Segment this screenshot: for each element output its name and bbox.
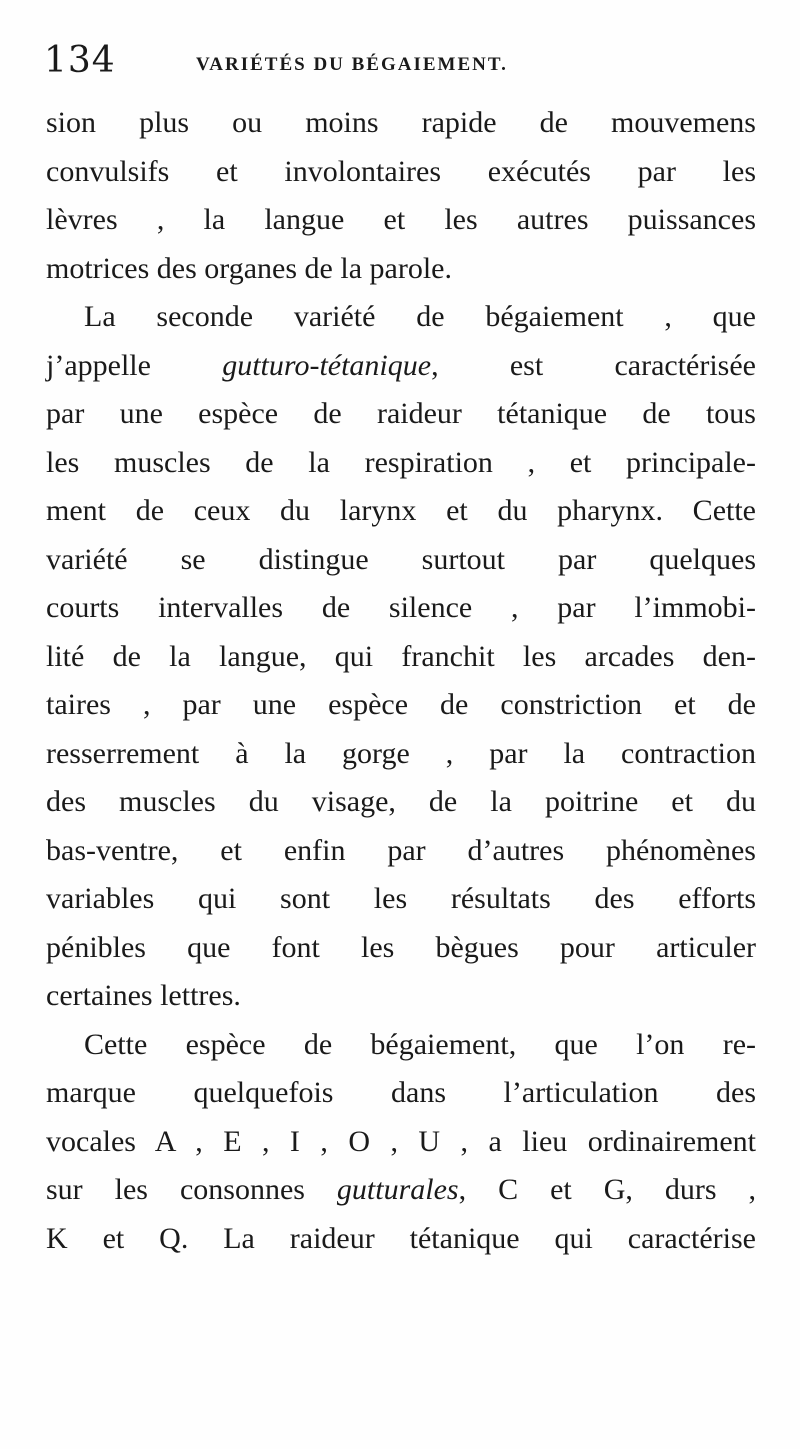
text-line: sion plus ou moins rapide de mouvemens [46, 106, 756, 139]
text-line: lèvres , la langue et les autres puissances [46, 203, 756, 236]
text-line: taires , par une espèce de constriction et de [46, 688, 756, 721]
text-line: convulsifs et involontaires exécutés par les [46, 154, 756, 188]
text-line: vocales A , E , I , O , U , a lieu ordinairement [46, 1124, 756, 1158]
text-line [46, 342, 756, 391]
text-line: K et Q. La raideur tétanique qui caractérise [46, 1221, 756, 1255]
italic-term: gutturales [336, 1173, 459, 1206]
text-line: des muscles du visage, de la poitrine et du [46, 785, 756, 818]
text-line: lité de la langue, qui franchit les arcades den- [46, 639, 756, 673]
text-run: sur les consonnes [46, 1173, 337, 1206]
text-line: certaines lettres. [46, 979, 241, 1012]
text-run: , C et G, durs , [458, 1173, 756, 1206]
italic-term: gutturo-tétanique [222, 348, 432, 382]
text-line: les muscles de la respiration , et principale- [46, 445, 756, 479]
text-line: par une espèce de raideur tétanique de tous [46, 397, 756, 430]
text-run: , est caractérisée [431, 348, 756, 382]
text-line [46, 1166, 756, 1215]
text-line: ment de ceux du larynx et du pharynx. Cette [46, 494, 756, 527]
text-line: resserrement à la gorge , par la contraction [46, 736, 756, 770]
text-line: pénibles que font les bègues pour articuler [46, 930, 756, 964]
body-text [46, 99, 756, 1263]
text-line: courts intervalles de silence , par l’immobi- [46, 591, 756, 624]
page-number: 134 [44, 40, 116, 81]
text-line: variables qui sont les résultats des efforts [46, 882, 756, 915]
text-line: La seconde variété de bégaiement , que [84, 300, 756, 333]
text-line: variété se distingue surtout par quelques [46, 542, 756, 576]
page-header [40, 40, 760, 90]
text-run: j’appelle [46, 348, 223, 382]
running-title: VARIÉTÉS DU BÉGAIEMENT. [196, 54, 508, 75]
text-line: motrices des organes de la parole. [46, 251, 452, 285]
text-line: marque quelquefois dans l’articulation des [46, 1076, 756, 1109]
text-line: bas-ventre, et enfin par d’autres phénomènes [46, 833, 756, 867]
text-line: Cette espèce de bégaiement, que l’on re- [84, 1027, 756, 1061]
